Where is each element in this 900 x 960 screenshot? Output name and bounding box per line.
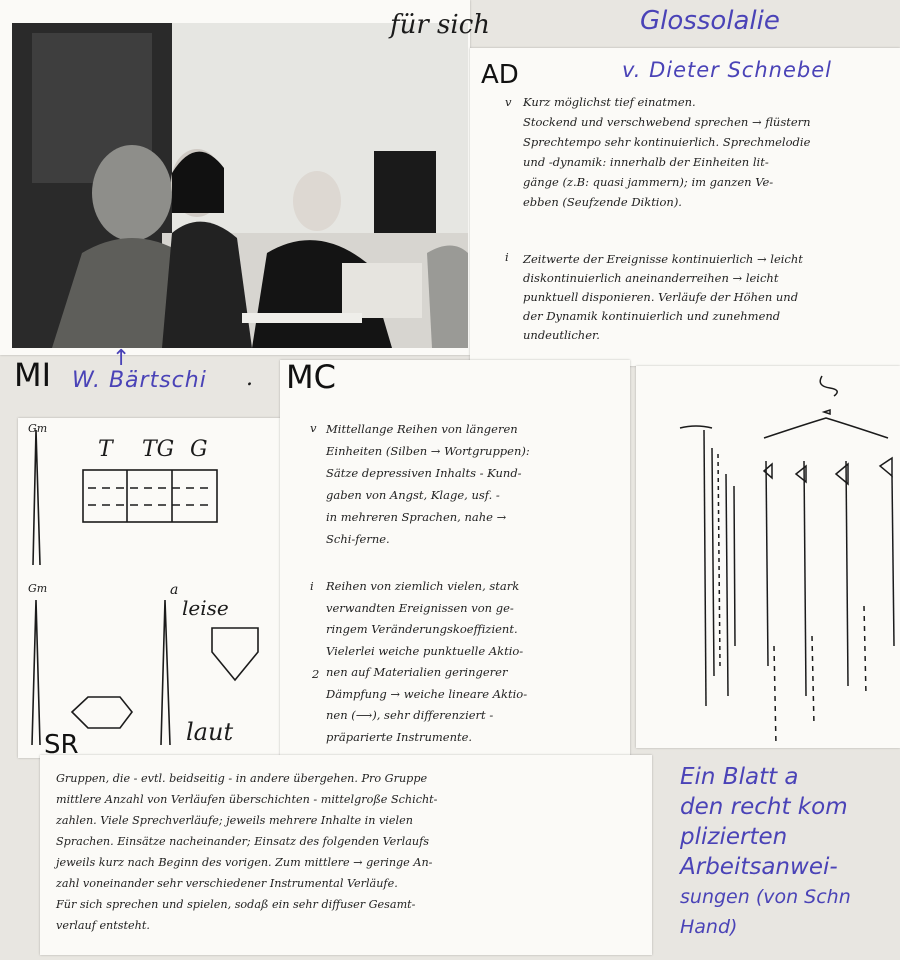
- baertschi-arrow: ↑: [112, 346, 131, 371]
- ad-v-line: Sprechtempo sehr kontinuierlich. Sprechmelodie: [523, 135, 811, 149]
- blue-note-line: Hand): [680, 916, 738, 938]
- ad-i-line: punktuell disponieren. Verläufe der Höhen und: [523, 290, 799, 304]
- mc-i-marker: i: [310, 579, 314, 593]
- ad-v-line: Stockend und verschwebend sprechen → flüstern: [523, 115, 811, 129]
- mc-i-line: verwandten Ereignissen von ge-: [326, 600, 514, 615]
- ad-v-marker: v: [505, 95, 512, 109]
- sr-line: jeweils kurz nach Beginn des vorigen. Zum mittlere → geringe An-: [56, 856, 433, 869]
- glossolalie-title: Glossolalie: [640, 6, 780, 36]
- tg-label-tg: TG: [142, 437, 175, 462]
- baertschi-credit: W. Bärtschi: [72, 368, 207, 393]
- leise-label: leise: [182, 596, 229, 620]
- fuer-sich-heading: für sich: [390, 10, 491, 40]
- mc-i-line: präparierte Instrumente.: [326, 729, 473, 744]
- ad-i-line: diskontinuierlich aneinanderreihen → leicht: [523, 271, 779, 285]
- ad-i-line: Zeitwerte der Ereignisse kontinuierlich → leicht: [523, 252, 803, 266]
- spike-left-bottom: [32, 600, 40, 745]
- mc-v-line: gaben von Angst, Klage, usf. -: [326, 488, 500, 502]
- sr-line: Gruppen, die - evtl. beidseitig - in andere übergehen. Pro Gruppe: [56, 772, 428, 785]
- mi-sketches: [0, 0, 300, 760]
- ad-i-marker: i: [505, 250, 509, 264]
- ad-v-line: ebben (Seufzende Diktion).: [523, 195, 682, 209]
- spike-mid: [161, 600, 170, 745]
- axis-label-bottom: Gm: [28, 582, 48, 595]
- ad-v-line: Kurz möglichst tief einatmen.: [523, 95, 696, 109]
- ad-v-text: [523, 92, 811, 212]
- mc-v-text: [326, 418, 530, 550]
- mc-i-line: nen auf Materialien geringerer: [326, 665, 508, 679]
- ad-v-line: gänge (z.B: quasi jammern); im ganzen Ve-: [523, 175, 774, 189]
- mc-i-line: ringem Veränderungskoeffizient.: [326, 622, 518, 636]
- ad-i-text: [523, 250, 803, 345]
- mc-2-marker: 2: [312, 667, 320, 681]
- mi-dot: .: [246, 366, 253, 391]
- shield-shape: [212, 628, 258, 680]
- sr-line: zahl voneinander sehr verschiedener Instrumental Verläufe.: [56, 877, 398, 890]
- spike-left-top: [33, 430, 40, 565]
- tg-grid: [83, 470, 217, 522]
- tg-label-t: T: [98, 437, 113, 462]
- sr-line: mittlere Anzahl von Verläufen überschichten - mittelgroße Schicht-: [56, 793, 438, 806]
- mc-i-line: Dämpfung → weiche lineare Aktio-: [326, 686, 528, 701]
- ad-i-line: undeutlicher.: [523, 328, 600, 342]
- tg-label-g: G: [190, 437, 208, 462]
- graphic-score-sketch: [636, 366, 900, 748]
- sr-line: Sprachen. Einsätze nacheinander; Einsatz des folgenden Verlaufs: [56, 835, 429, 848]
- mc-i-line: Vielerlei weiche punktuelle Aktio-: [326, 643, 524, 658]
- blue-note-line: den recht kom: [680, 794, 848, 820]
- mc-i-line: nen (⟶), sehr differenziert -: [326, 708, 494, 722]
- mc-v-line: in mehreren Sprachen, nahe →: [326, 510, 507, 524]
- sr-label: SR: [44, 730, 79, 760]
- blue-note-line: Arbeitsanwei-: [680, 854, 838, 880]
- sr-line: verlauf entsteht.: [56, 919, 150, 932]
- laut-label: laut: [186, 718, 234, 746]
- mc-v-line: Schi-ferne.: [326, 532, 390, 546]
- sr-line: zahlen. Viele Sprechverläufe; jeweils mehrere Inhalte in vielen: [56, 814, 413, 827]
- blue-note: [680, 762, 851, 942]
- mc-v-line: Sätze depressiven Inhalts - Kund-: [326, 466, 522, 480]
- axis-label-top: Gm: [28, 422, 48, 435]
- mi-label: MI: [14, 356, 52, 394]
- mc-i-line: Reihen von ziemlich vielen, stark: [326, 579, 520, 593]
- sr-line: Für sich sprechen und spielen, sodaß ein sehr diffuser Gesamt-: [56, 898, 416, 911]
- a-label: a: [170, 582, 179, 598]
- blue-note-line: sungen (von Schn: [680, 886, 851, 908]
- mc-label: MC: [286, 358, 336, 396]
- mc-v-line: Mittellange Reihen von längeren: [326, 422, 518, 436]
- ad-i-line: der Dynamik kontinuierlich und zunehmend: [523, 309, 781, 323]
- sr-text: [56, 768, 437, 936]
- mc-i-text: [326, 576, 527, 748]
- blue-note-line: plizierten: [680, 824, 788, 850]
- ad-v-line: und -dynamik: innerhalb der Einheiten lit-: [523, 155, 769, 169]
- hexagon-shape: [72, 697, 132, 728]
- blue-note-line: Ein Blatt a: [680, 764, 799, 790]
- ad-label: AD: [481, 60, 519, 90]
- mc-v-line: Einheiten (Silben → Wortgruppen):: [326, 444, 530, 458]
- mc-v-marker: v: [310, 421, 317, 435]
- dieter-schnebel-credit: v. Dieter Schnebel: [622, 58, 832, 82]
